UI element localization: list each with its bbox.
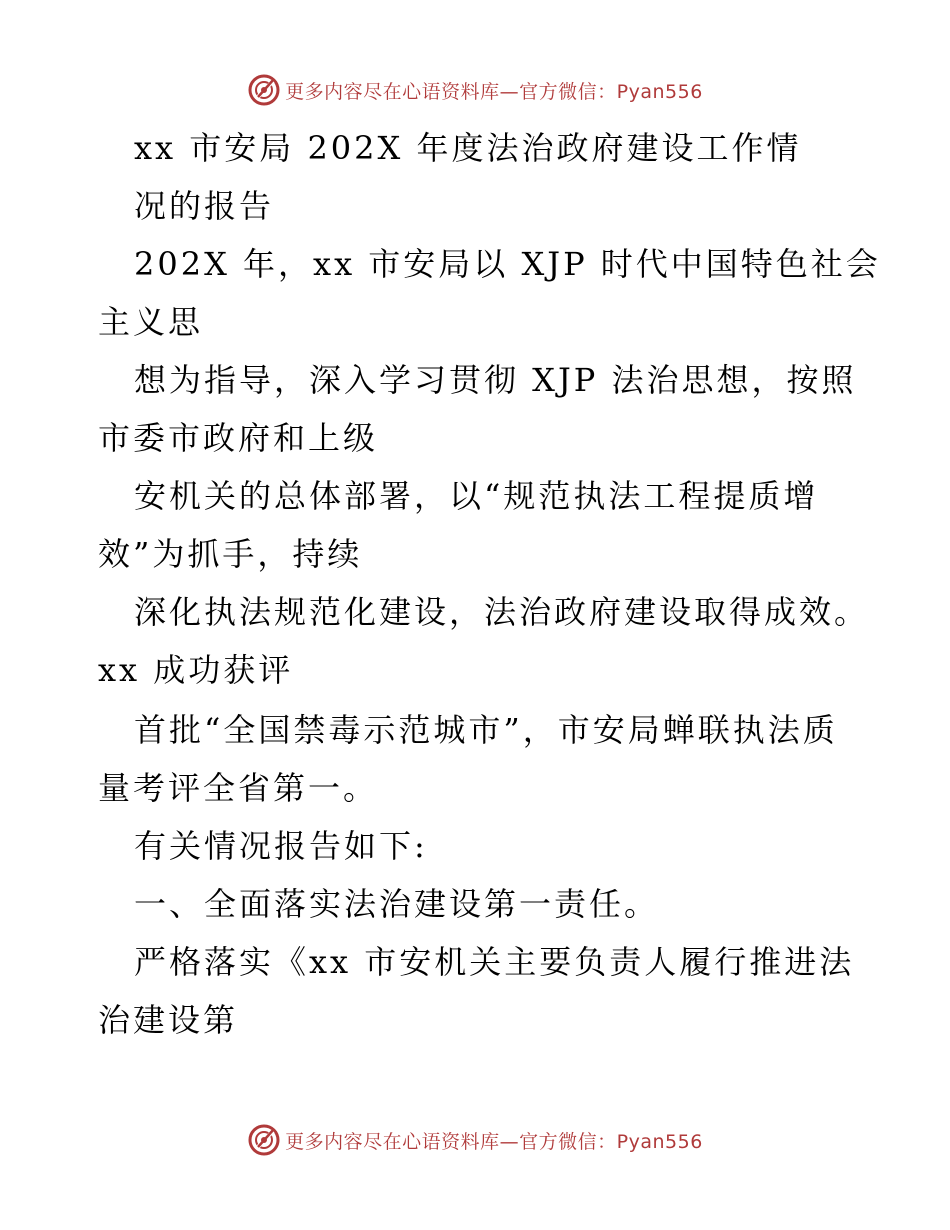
doc-line: 效”为抓手，持续: [98, 535, 363, 573]
doc-line: 202X 年，xx 市安局以 XJP 时代中国特色社会: [134, 245, 881, 283]
watermark-text: 更多内容尽在心语资料库—官方微信：Pyan556: [285, 80, 703, 103]
doc-line: 首批“全国禁毒示范城市”，市安局蝉联执法质: [134, 711, 838, 749]
doc-title-line-2: 况的报告: [134, 187, 275, 225]
doc-line: 安机关的总体部署，以“规范执法工程提质增: [134, 477, 819, 515]
doc-line: 治建设第: [98, 1001, 239, 1039]
doc-line: 想为指导，深入学习贯彻 XJP 法治思想，按照: [134, 361, 857, 399]
doc-line: 主义思: [98, 303, 204, 341]
doc-line: 市委市政府和上级: [98, 419, 379, 457]
doc-title-line-1: xx 市安局 202X 年度法治政府建设工作情: [134, 129, 802, 167]
doc-line: 深化执法规范化建设，法治政府建设取得成效。: [134, 593, 870, 631]
watermark-text: 更多内容尽在心语资料库—官方微信：Pyan556: [285, 1130, 703, 1153]
doc-line: 严格落实《xx 市安机关主要负责人履行推进法: [134, 943, 855, 981]
doc-line: xx 成功获评: [98, 651, 294, 689]
doc-line: 量考评全省第一。: [98, 769, 379, 807]
section-heading: 一、全面落实法治建设第一责任。: [134, 885, 660, 923]
footer-watermark: [0, 1120, 950, 1160]
seal-logo-icon: [247, 1123, 281, 1157]
doc-line: 有关情况报告如下:: [134, 827, 428, 865]
